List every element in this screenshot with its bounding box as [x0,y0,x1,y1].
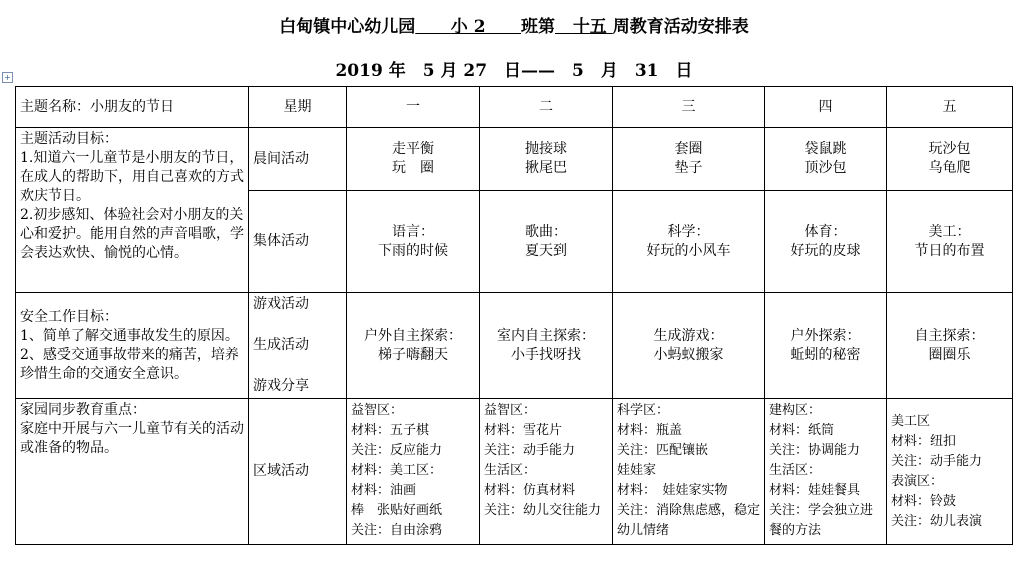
morning-row [16,128,1013,191]
area-cell-tue: 益智区： 材料：雪花片 关注：动手能力 生活区： 材料：仿真材料 关注：幼儿交往能力 [480,399,613,545]
game-cell-fri: 自主探索： 圈圈乐 [887,293,1013,399]
morning-cell-tue: 抛接球 揪尾巴 [480,128,613,191]
area-row [16,399,1013,545]
day-header-mon: 一 [347,87,480,128]
group-label: 集体活动 [249,191,347,293]
title-suffix: 周教育活动安排表 [612,17,749,37]
group-cell-wed: 科学： 好玩的小风车 [613,191,765,293]
day-header-wed: 三 [613,87,765,128]
game-cell-tue: 室内自主探索： 小手找呀找 [480,293,613,399]
area-cell-thu: 建构区： 材料：纸筒 关注：协调能力 生活区： 材料：娃娃餐具 关注：学会独立进餐的方法 [765,399,887,545]
game-row [16,293,1013,399]
document-title [0,12,1028,37]
game-labels-cell [249,293,347,399]
header-row [16,87,1013,128]
weekday-label: 星期 [249,87,347,128]
title-mid: 班第 [521,17,556,37]
generated-label: 生成活动 [253,337,309,353]
day-header-thu: 四 [765,87,887,128]
morning-label: 晨间活动 [249,128,347,191]
day-header-tue: 二 [480,87,613,128]
theme-goals-cell: 主题活动目标： 1.知道六一儿童节是小朋友的节日，在成人的帮助下，用自己喜欢的方式欢庆节日。 2.初步感知、体验社会对小朋友的关心和爱护。能用自然的声音唱歌，学会表达欢快、愉悦的心情。 [16,128,249,293]
table-move-handle-icon[interactable]: + [2,72,13,83]
kindergarten-name: 白甸镇中心幼儿园 [279,17,416,37]
day-header-fri: 五 [887,87,1013,128]
morning-cell-mon: 走平衡 玩 圈 [347,128,480,191]
safety-goals-cell: 安全工作目标： 1、简单了解交通事故发生的原因。 2、感受交通事故带来的痛苦，培养珍惜生命的交通安全意识。 [16,293,249,399]
area-cell-mon: 益智区： 材料：五子棋 关注：反应能力 材料：美工区： 材料：油画 棒 张贴好画纸 关注：自由涂鸦 [347,399,480,545]
theme-name-cell: 主题名称：小朋友的节日 [16,87,249,128]
group-cell-fri: 美工： 节日的布置 [887,191,1013,293]
game-label: 游戏活动 [253,296,309,312]
morning-cell-thu: 袋鼠跳 顶沙包 [765,128,887,191]
group-cell-thu: 体育： 好玩的皮球 [765,191,887,293]
game-cell-mon: 户外自主探索： 梯子嗨翻天 [347,293,480,399]
class-name: 小 2 [450,17,486,37]
area-cell-fri: 美工区 材料：纽扣 关注：动手能力 表演区： 材料：铃鼓 关注：幼儿表演 [887,399,1013,545]
area-label: 区域活动 [249,399,347,545]
game-cell-wed: 生成游戏： 小蚂蚁搬家 [613,293,765,399]
date-range: 2019 年 5 月 27 日—— 5 月 31 日 [335,61,693,81]
morning-cell-fri: 玩沙包 乌龟爬 [887,128,1013,191]
morning-cell-wed: 套圈 垫子 [613,128,765,191]
week-number: 十五 [572,17,607,37]
area-cell-wed: 科学区： 材料：瓶盖 关注：匹配镶嵌 娃娃家 材料： 娃娃家实物 关注：消除焦虑感，稳定幼儿情绪 [613,399,765,545]
group-cell-mon: 语言： 下雨的时候 [347,191,480,293]
schedule-table [15,86,1013,545]
group-cell-tue: 歌曲： 夏天到 [480,191,613,293]
home-goals-cell: 家园同步教育重点： 家庭中开展与六一儿童节有关的活动或准备的物品。 [16,399,249,545]
game-cell-thu: 户外探索： 蚯蚓的秘密 [765,293,887,399]
share-label: 游戏分享 [253,378,309,394]
